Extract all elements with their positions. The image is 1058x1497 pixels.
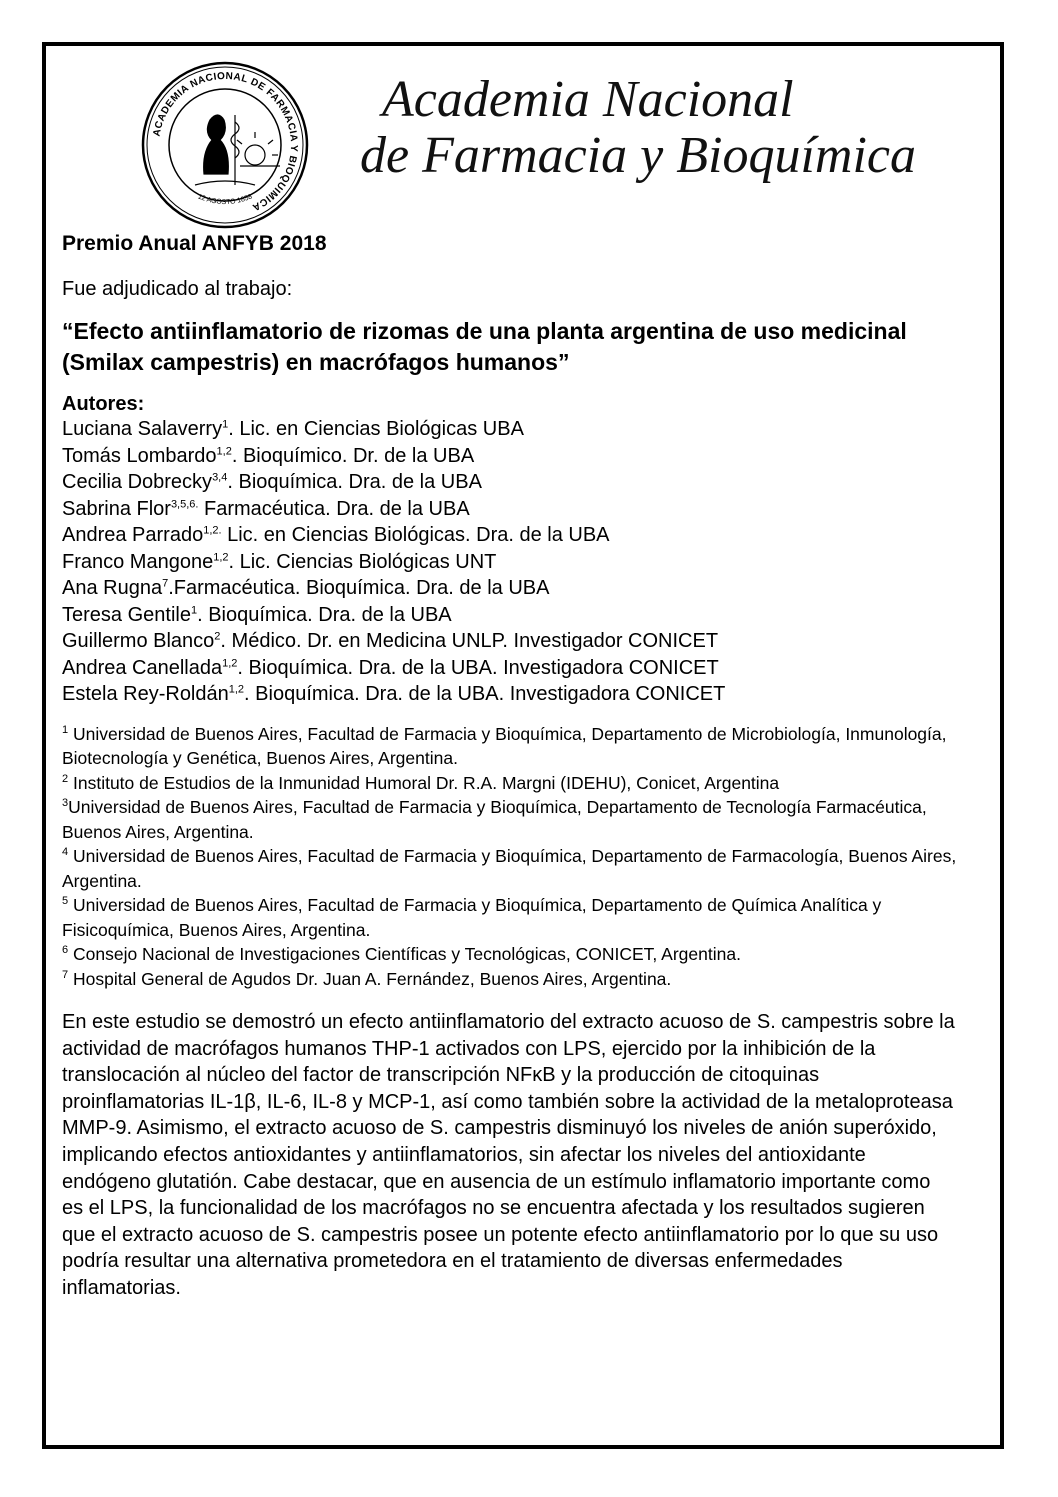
document-body <box>62 230 962 1302</box>
author-affiliation-ref: 2 <box>214 630 221 643</box>
affiliation-text: Consejo Nacional de Investigaciones Científicas y Tecnológicas, CONICET, Argentina. <box>68 944 741 964</box>
author-description: . Lic. en Ciencias Biológicas UBA <box>228 418 524 440</box>
author-affiliation-ref: 3,5,6. <box>170 497 199 510</box>
svg-text:12 AGOSTO 1858 <box>197 193 254 206</box>
author-affiliation-ref: 1,2. <box>203 524 222 537</box>
affiliation-item <box>62 844 962 893</box>
author-name: Franco Mangone <box>62 550 214 573</box>
affiliation-number: 6 <box>62 944 69 957</box>
seal-ring-text: ACADEMIA NACIONAL DE FARMACIA Y BIOQUIMICA <box>151 70 300 213</box>
author-name: Teresa Gentile <box>62 603 191 626</box>
author-description: . Bioquímica. Dra. de la UBA <box>227 471 482 493</box>
author-item <box>62 655 962 682</box>
abstract-text: En este estudio se demostró un efecto antiinflamatorio del extracto acuoso de S. campestris sobre la actividad de macrófagos humanos THP-1 activados con LPS, ejercido por la inhibición de la translocación al núcleo del factor de transcripción NFκB y la producción de citoquinas proinflamatorias IL-1β, IL-6, IL-8 y MCP-1, así como también sobre la actividad de la metaloproteasa MMP-9. Asimismo, el extracto acuoso de S. campestris disminuyó los niveles de anión superóxido, implicando efectos antioxidantes y antiinflamatorios, sin afectar los niveles del antioxidante endógeno glutatión. Cabe destacar, que en ausencia de un estímulo inflamatorio importante como es el LPS, la funcionalidad de los macrófagos no se encuentra afectada y los resultados sugieren que el extracto acuoso de S. campestris posee un potente efecto antiinflamatorio por lo que su uso podría resultar una alternativa prometedora en el tratamiento de diversas enfermedades inflamatorias. <box>62 1011 955 1299</box>
affiliation-number: 4 <box>62 846 69 859</box>
author-item <box>62 522 962 549</box>
author-affiliation-ref: 1,2 <box>222 656 238 669</box>
author-affiliation-ref: 1,2 <box>228 683 245 696</box>
author-item <box>62 628 962 655</box>
authors-heading: Autores: <box>62 393 145 415</box>
author-affiliation-ref: 7 <box>162 577 169 590</box>
seal-date-text: 12 AGOSTO 1858 <box>196 193 254 207</box>
author-item <box>62 496 962 523</box>
author-name: Ana Rugna <box>62 577 163 599</box>
author-description: . Bioquímica. Dra. de la UBA <box>197 603 452 626</box>
author-item <box>62 602 962 629</box>
affiliation-number: 3 <box>62 797 69 810</box>
academy-seal-logo <box>140 60 310 230</box>
author-affiliation-ref: 1 <box>222 418 229 431</box>
author-name: Sabrina Flor <box>62 497 171 520</box>
affiliation-text: Universidad de Buenos Aires, Facultad de Farmacia y Bioquímica, Departamento de Tecnología Farmacéutica, Buenos Aires, Argentina. <box>62 797 927 842</box>
award-title: Premio Anual ANFYB 2018 <box>62 232 327 255</box>
affiliation-text: Instituto de Estudios de la Inmunidad Humoral Dr. R.A. Margni (IDEHU), Conicet, Argentina <box>68 772 780 793</box>
author-description: . Bioquímico. Dr. de la UBA <box>231 444 475 467</box>
author-affiliation-ref: 1,2 <box>216 444 232 457</box>
author-affiliation-ref: 1,2 <box>213 550 229 563</box>
author-name: Estela Rey-Roldán <box>62 683 229 705</box>
work-title: “Efecto antiinflamatorio de rizomas de una planta argentina de uso medicinal (Smilax campestris) en macrófagos humanos” <box>62 318 907 375</box>
affiliation-number: 2 <box>62 772 69 785</box>
author-description: . Bioquímica. Dra. de la UBA. Investigadora CONICET <box>237 656 719 679</box>
author-name: Andrea Canellada <box>62 656 223 679</box>
author-description: Farmacéutica. Dra. de la UBA <box>198 497 470 520</box>
author-item <box>62 443 962 470</box>
affiliation-item <box>62 967 962 992</box>
author-name: Tomás Lombardo <box>62 444 217 467</box>
affiliation-text: Universidad de Buenos Aires, Facultad de Farmacia y Bioquímica, Departamento de Química Analítica y Fisicoquímica, Buenos Aires, Argentina. <box>62 895 882 940</box>
author-description: . Lic. Ciencias Biológicas UNT <box>228 550 497 573</box>
author-item <box>62 549 962 576</box>
affiliation-number: 1 <box>62 723 69 736</box>
affiliation-text: Hospital General de Agudos Dr. Juan A. Fernández, Buenos Aires, Argentina. <box>68 968 672 989</box>
svg-text:ACADEMIA NACIONAL DE FARMACIA <box>152 71 300 213</box>
author-item <box>62 681 962 708</box>
academy-name <box>360 72 920 184</box>
affiliation-text: Universidad de Buenos Aires, Facultad de Farmacia y Bioquímica, Departamento de Microbiología, Inmunología, Biotecnología y Genética, Buenos Aires, Argentina. <box>62 723 947 768</box>
author-description: .Farmacéutica. Bioquímica. Dra. de la UBA <box>168 577 550 599</box>
author-item <box>62 575 962 602</box>
author-description: . Bioquímica. Dra. de la UBA. Investigadora CONICET <box>244 683 726 705</box>
author-affiliation-ref: 3,4 <box>212 471 228 484</box>
affiliation-number: 5 <box>62 895 69 908</box>
affiliation-item <box>62 722 962 771</box>
author-name: Luciana Salaverry <box>62 418 223 440</box>
author-name: Andrea Parrado <box>62 524 204 546</box>
author-affiliation-ref: 1 <box>190 603 198 616</box>
affiliation-text: Universidad de Buenos Aires, Facultad de Farmacia y Bioquímica, Departamento de Farmacología, Buenos Aires, Argentina. <box>62 846 957 891</box>
author-name: Cecilia Dobrecky <box>62 471 213 493</box>
affiliation-item <box>62 942 962 967</box>
author-item <box>62 469 962 496</box>
authors-list <box>62 416 962 708</box>
academy-name-line1: Academia Nacional <box>382 71 794 128</box>
author-item <box>62 416 962 443</box>
affiliations-list <box>62 722 962 992</box>
affiliation-item <box>62 893 962 942</box>
seal-emblem <box>195 115 280 185</box>
academy-name-line2: de Farmacia y Bioquímica <box>360 127 916 184</box>
author-description: . Médico. Dr. en Medicina UNLP. Investigador CONICET <box>220 630 719 652</box>
affiliation-item <box>62 771 962 796</box>
author-name: Guillermo Blanco <box>62 630 215 652</box>
intro-text: Fue adjudicado al trabajo: <box>62 278 293 300</box>
author-description: Lic. en Ciencias Biológicas. Dra. de la UBA <box>221 524 610 546</box>
affiliation-number: 7 <box>62 968 69 981</box>
affiliation-item <box>62 795 962 844</box>
